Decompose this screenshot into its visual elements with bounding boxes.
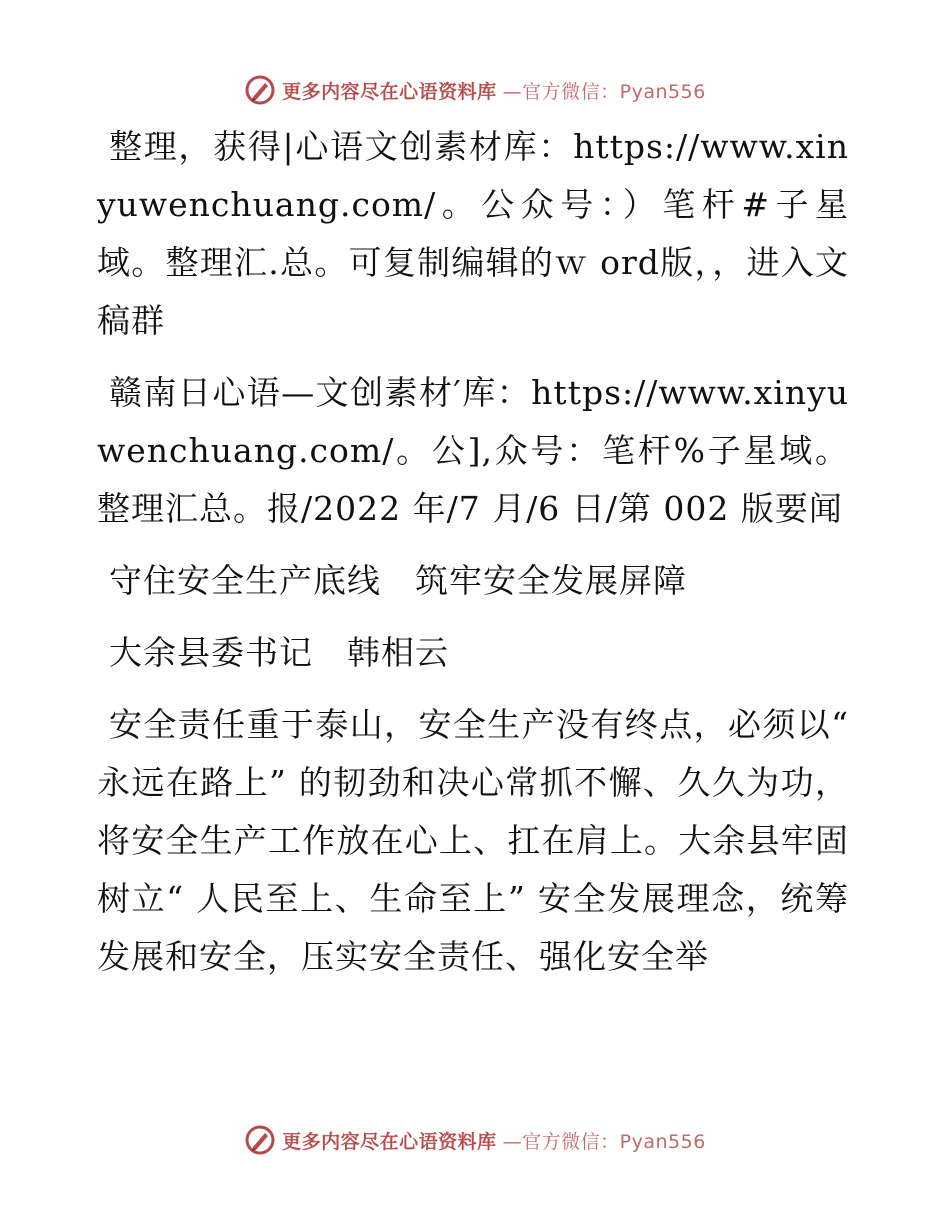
- footer-banner-text: 更多内容尽在心语资料库: [282, 1130, 497, 1153]
- article-body: [97, 118, 849, 1000]
- paragraph-publication-info: 赣南日心语—文创素材′库：https://www.xinyuwenchuang.com/。公],众号：笔杆%子星域。整理汇总。报/2022 年/7 月/6 日/第 002 版要闻: [97, 373, 849, 528]
- header-banner-text: 更多内容尽在心语资料库: [282, 80, 497, 103]
- header-banner: [0, 70, 950, 110]
- pen-logo-icon: [244, 1124, 276, 1156]
- article-title: 守住安全生产底线 筑牢安全发展屏障: [109, 561, 687, 600]
- paragraph-source-note: 整理，获得|心语文创素材库：https://www.xinyuwenchuang.com/。公众号：）笔杆#子星域。整理汇.总。可复制编辑的ｗ ord版，，进入文稿群: [97, 127, 849, 340]
- pen-logo-icon: [244, 74, 276, 106]
- footer-banner-contact: —官方微信：Pyan556: [502, 1130, 706, 1153]
- article-author: 大余县委书记 韩相云: [109, 633, 449, 672]
- paragraph-body: 安全责任重于泰山，安全生产没有终点，必须以“ 永远在路上” 的韧劲和决心常抓不懈、久久为功，将安全生产工作放在心上、扛在肩上。大余县牢固树立“ 人民至上、生命至上” 安全发展理念，统筹发展和安全，压实安全责任、强化安全举: [97, 705, 849, 976]
- header-banner-contact: —官方微信：Pyan556: [502, 80, 706, 103]
- footer-banner: [0, 1120, 950, 1160]
